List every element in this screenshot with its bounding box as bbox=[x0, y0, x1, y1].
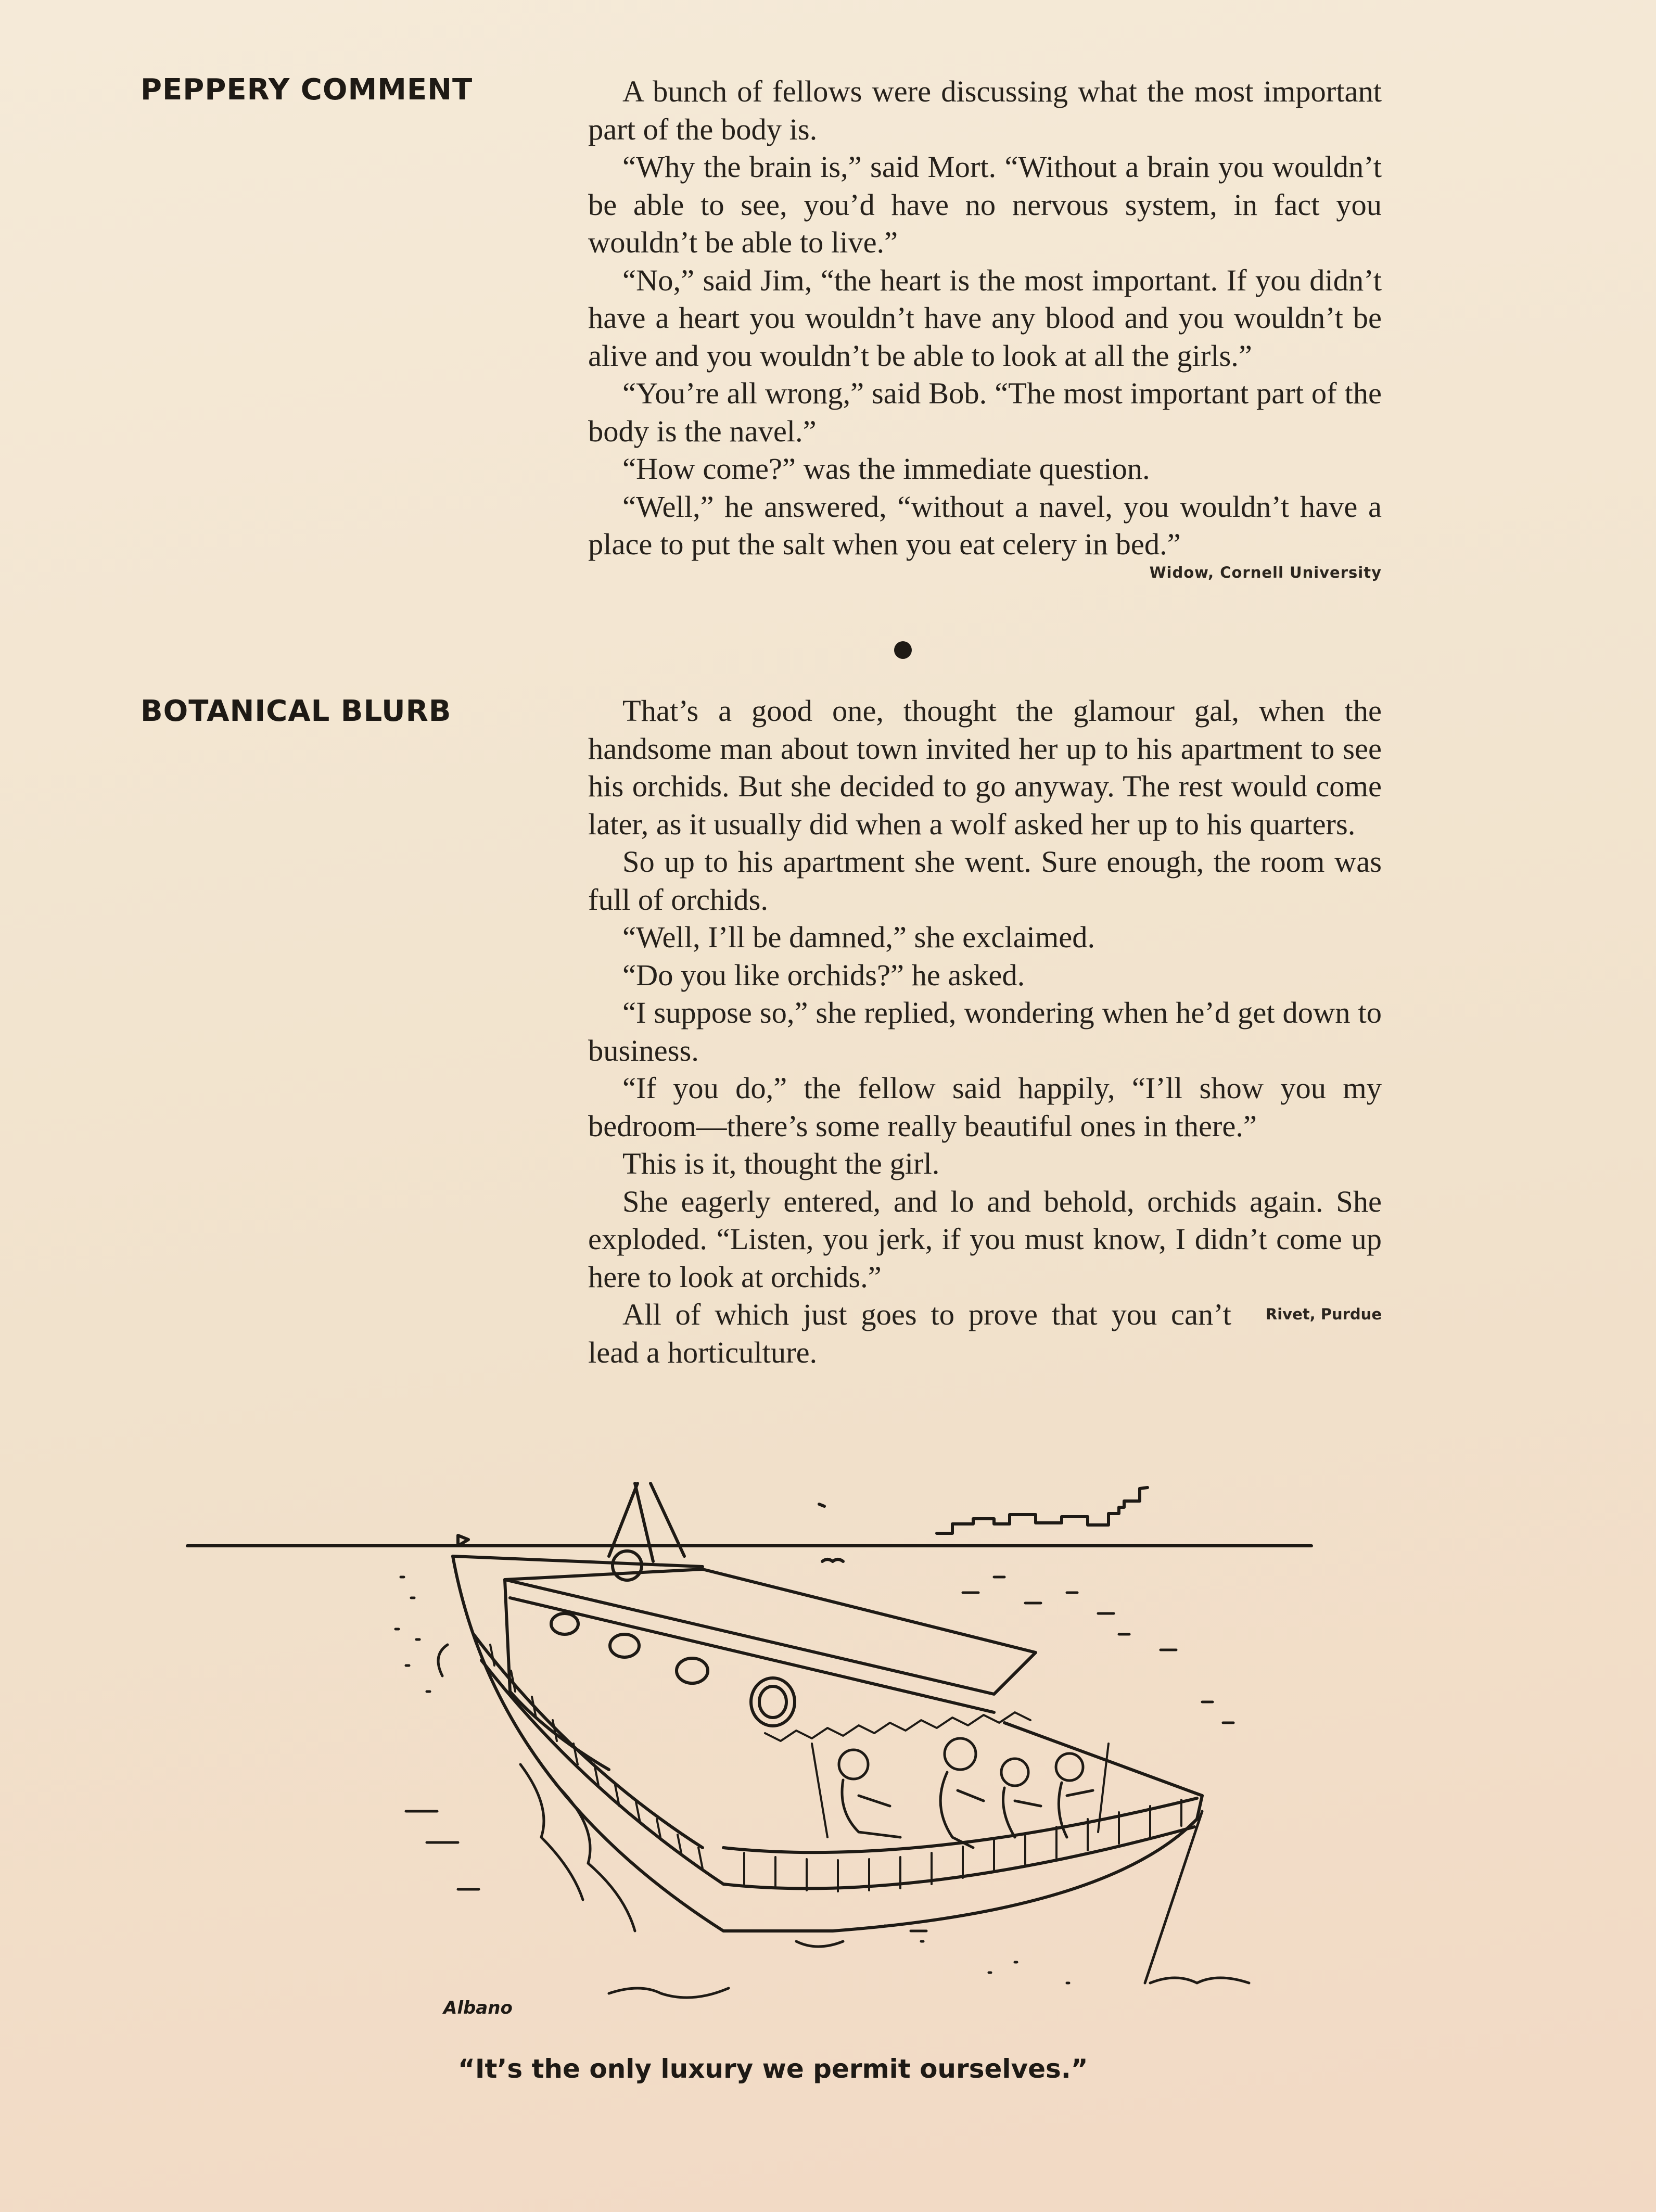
paragraph: “How come?” was the immediate question. bbox=[622, 452, 1150, 486]
porthole-inner bbox=[759, 1686, 786, 1718]
article-botanical-blurb bbox=[588, 692, 1382, 1371]
paragraph: A bunch of fellows were discussing what the most important part of the body is. bbox=[588, 74, 1382, 146]
paragraph: “Why the brain is,” said Mort. “Without a brain you wouldn’t be able to see, you’d have no nervous system, in fact you wouldn’t be able to live.” bbox=[588, 150, 1382, 259]
awning-fringe bbox=[765, 1712, 1030, 1741]
yacht-cartoon-illustration bbox=[182, 1473, 1343, 2035]
railing-posts bbox=[490, 1645, 703, 1868]
paragraph: “If you do,” the fellow said happily, “I’ll show you my bedroom—there’s some really beautiful ones in there.” bbox=[588, 1071, 1382, 1143]
passenger-body bbox=[940, 1772, 984, 1848]
water-flecks bbox=[396, 1577, 1233, 1983]
artist-signature: Albano bbox=[443, 1998, 513, 2018]
paragraph: That’s a good one, thought the glamour gal, when the handsome man about town invited her up to his apartment to see his orchids. But she decided to go anyway. The rest would come later, as it usually did when a wolf asked her up to his quarters. bbox=[588, 694, 1382, 841]
paragraph-text: All of which just goes to prove that you can’t lead a horticulture. bbox=[588, 1298, 1231, 1369]
passengers bbox=[812, 1738, 1109, 1848]
boat-deck-edge bbox=[453, 1556, 703, 1567]
passenger-body bbox=[1003, 1788, 1041, 1837]
cabin-roof bbox=[505, 1569, 1036, 1694]
paragraph: So up to his apartment she went. Sure enough, the room was full of orchids. bbox=[588, 845, 1382, 917]
porthole bbox=[677, 1658, 708, 1683]
paragraph: “Well,” he answered, “without a navel, you wouldn’t have a place to put the salt when you eat celery in bed.” bbox=[588, 489, 1382, 561]
paragraph: This is it, thought the girl. bbox=[622, 1147, 940, 1180]
paragraph: “Well, I’ll be damned,” she exclaimed. bbox=[622, 920, 1095, 954]
paragraph: “You’re all wrong,” said Bob. “The most important part of the body is the navel.” bbox=[588, 376, 1382, 448]
porthole bbox=[551, 1613, 578, 1634]
paragraph: “I suppose so,” she replied, wondering when he’d get down to business. bbox=[588, 996, 1382, 1067]
paragraph bbox=[588, 1296, 1382, 1371]
city-skyline bbox=[937, 1488, 1148, 1533]
source-credit: Widow, Cornell University bbox=[1149, 563, 1382, 581]
passenger-head bbox=[1056, 1753, 1083, 1781]
article-peppery-comment bbox=[588, 73, 1382, 581]
section-divider-bullet bbox=[894, 641, 912, 659]
paragraph: “No,” said Jim, “the heart is the most important. If you didn’t have a heart you wouldn’t have any blood and you wouldn’t be alive and you wouldn’t be able to look at all the girls.” bbox=[588, 263, 1382, 373]
passenger-head bbox=[1001, 1759, 1028, 1786]
source-credit: Rivet, Purdue bbox=[1265, 1305, 1382, 1323]
section-title-botanical-blurb: BOTANICAL BLURB bbox=[141, 694, 452, 728]
paragraph: “Do you like orchids?” he asked. bbox=[622, 958, 1025, 992]
bird-mark bbox=[822, 1559, 843, 1561]
mast-light bbox=[613, 1551, 642, 1580]
passenger-body bbox=[842, 1780, 900, 1837]
section-title-peppery-comment: PEPPERY COMMENT bbox=[141, 73, 473, 107]
paragraph: She eagerly entered, and lo and behold, orchids again. She exploded. “Listen, you jerk, if you must know, I didn’t come up here to look at orchids.” bbox=[588, 1184, 1382, 1294]
passenger-head bbox=[945, 1738, 976, 1770]
bird-mark bbox=[819, 1504, 824, 1506]
passenger-head bbox=[839, 1750, 868, 1779]
boat-mast bbox=[609, 1483, 684, 1561]
stern-railing-bottom bbox=[723, 1827, 1194, 1888]
cartoon-caption: “It’s the only luxury we permit ourselves.” bbox=[458, 2054, 1088, 2084]
porthole bbox=[610, 1634, 639, 1657]
